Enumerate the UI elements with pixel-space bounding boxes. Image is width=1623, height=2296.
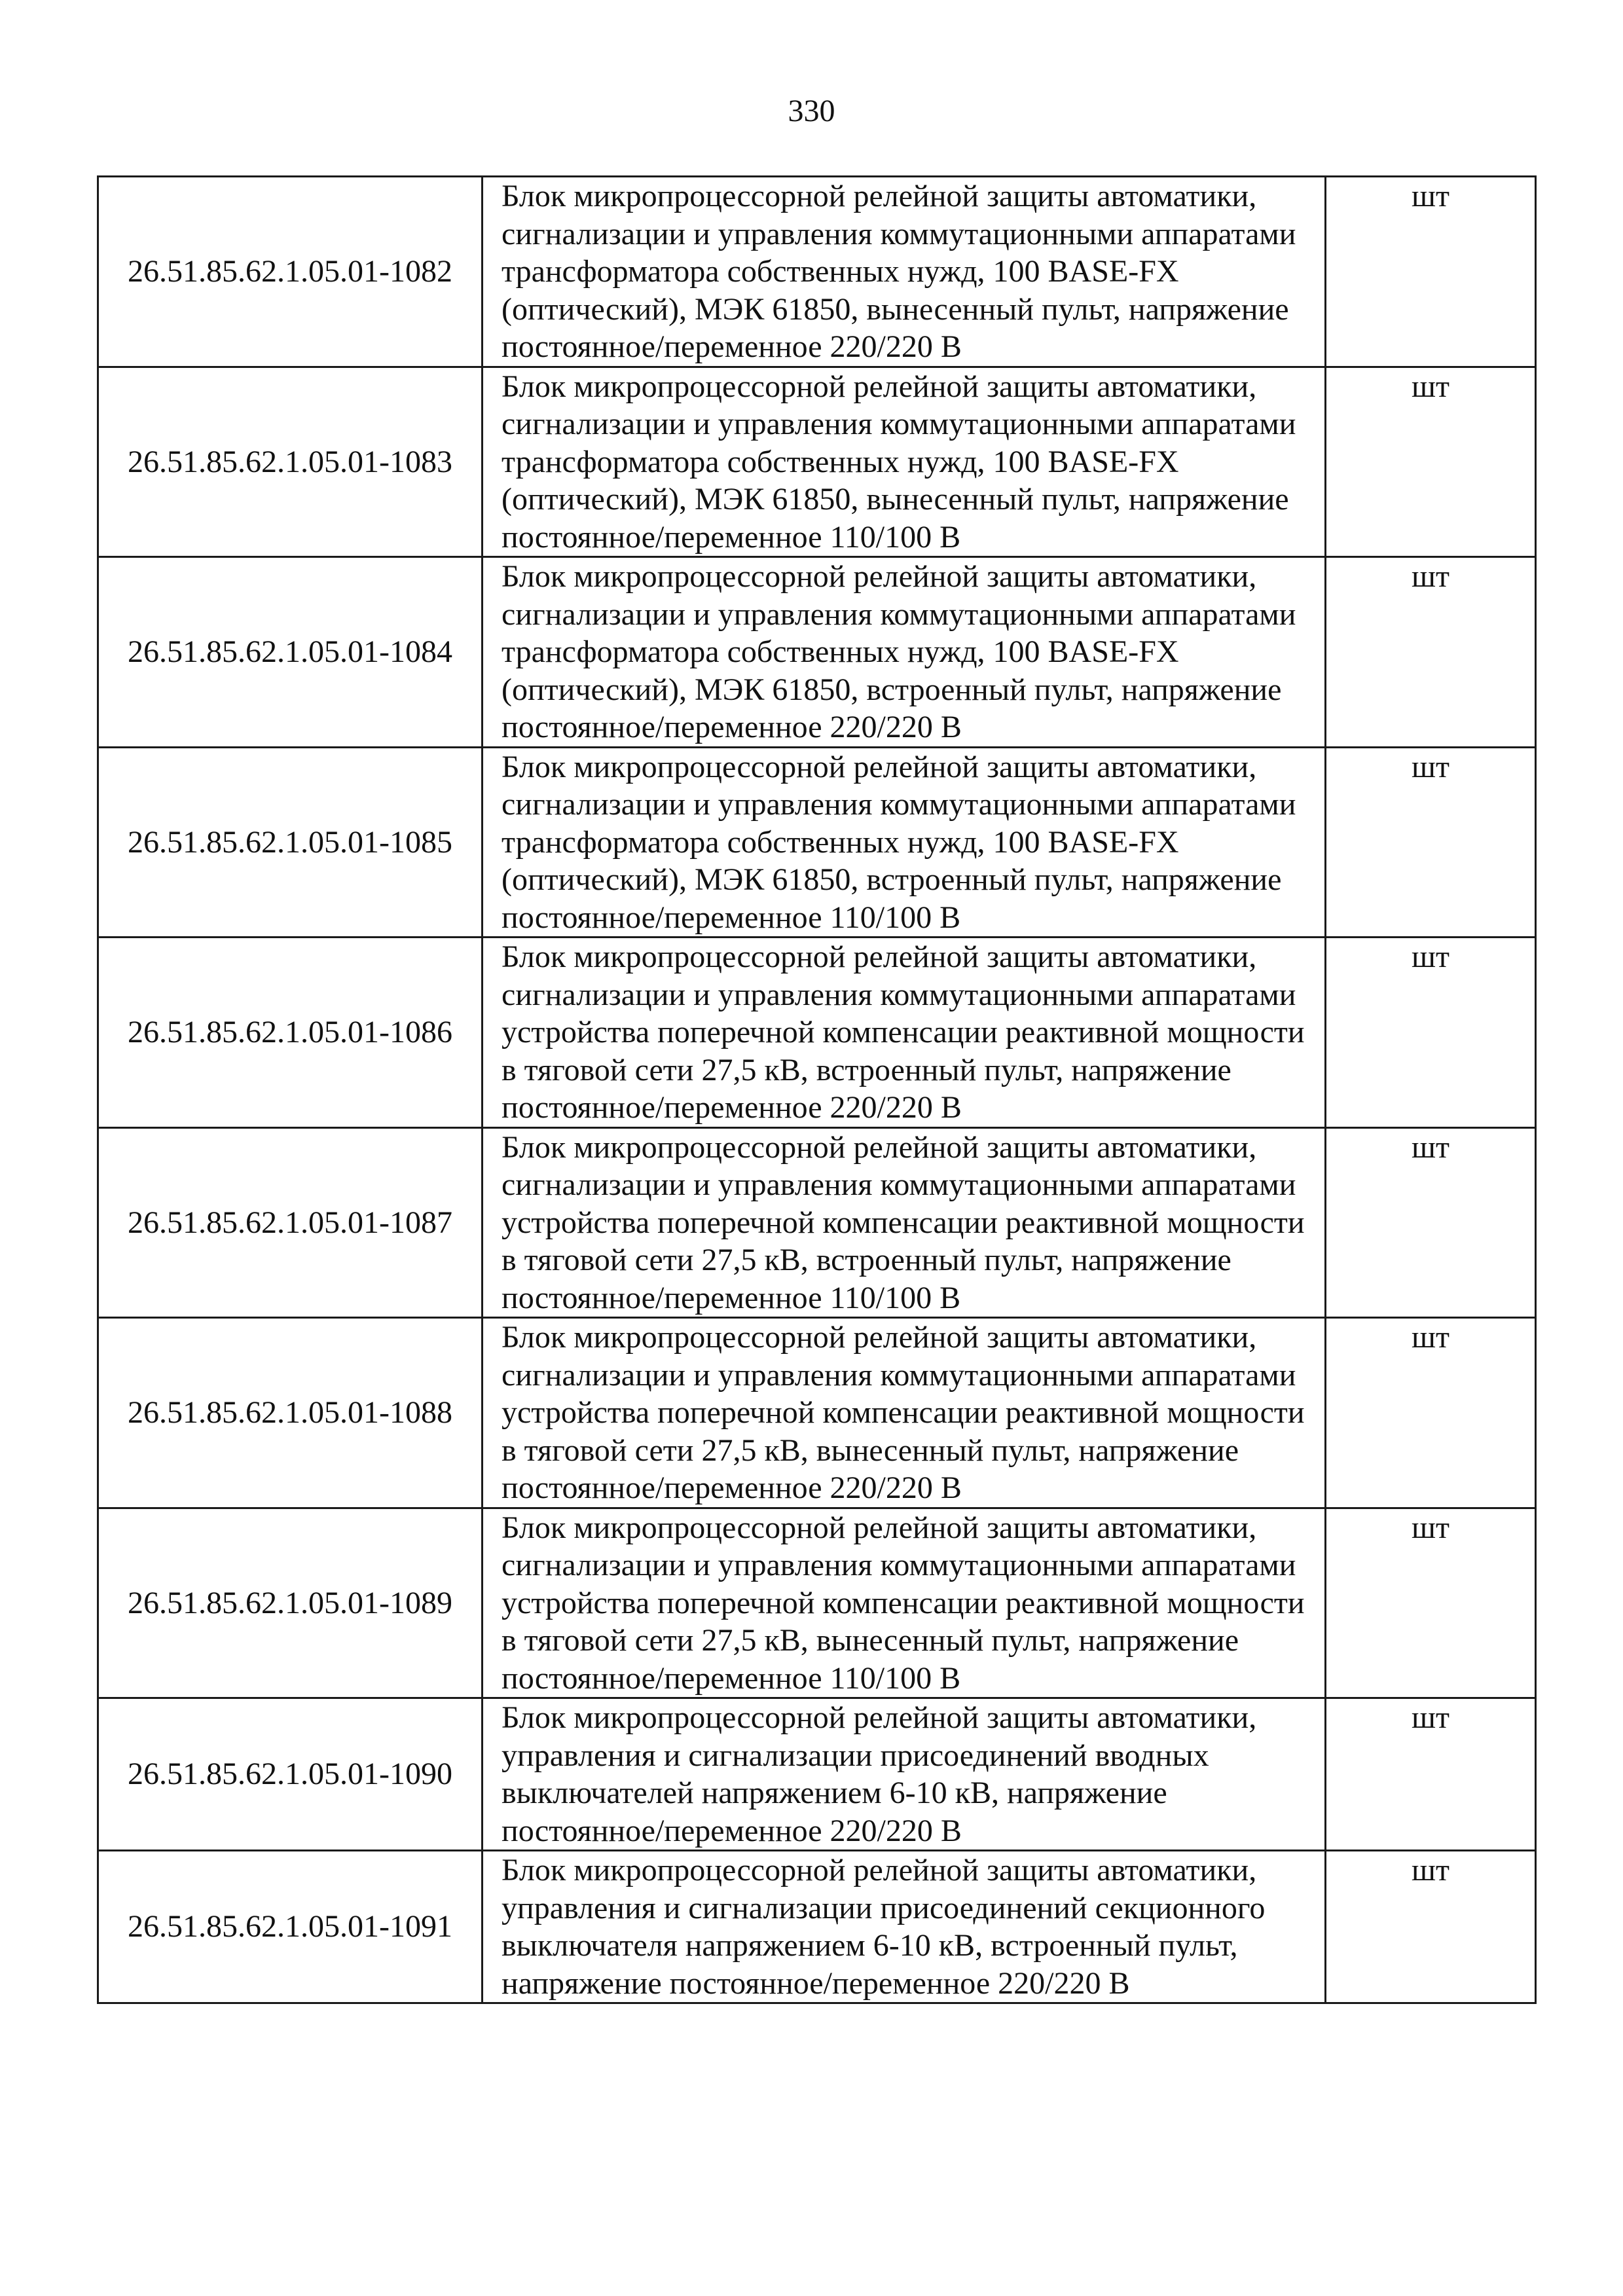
table-row: [98, 557, 1536, 748]
item-unit: шт: [1326, 557, 1536, 748]
items-table: [97, 175, 1537, 2004]
table-row: [98, 1318, 1536, 1508]
page-number: 330: [788, 94, 835, 128]
table-row: [98, 1851, 1536, 2003]
item-description: Блок микропроцессорной релейной защиты автоматики, сигнализации и управления коммутационными аппаратами устройства поперечной компенсации реактивной мощности в тяговой сети 27,5 кВ, встроенный пульт, напряжение постоянное/переменное 220/220 В: [483, 938, 1326, 1128]
item-code: 26.51.85.62.1.05.01-1087: [98, 1127, 483, 1318]
item-code: 26.51.85.62.1.05.01-1086: [98, 938, 483, 1128]
table-row: [98, 1508, 1536, 1698]
item-code: 26.51.85.62.1.05.01-1088: [98, 1318, 483, 1508]
item-unit: шт: [1326, 938, 1536, 1128]
item-description: Блок микропроцессорной релейной защиты автоматики, сигнализации и управления коммутационными аппаратами устройства поперечной компенсации реактивной мощности в тяговой сети 27,5 кВ, встроенный пульт, напряжение постоянное/переменное 110/100 В: [483, 1127, 1326, 1318]
item-unit: шт: [1326, 747, 1536, 938]
table-row: [98, 177, 1536, 367]
item-description: Блок микропроцессорной релейной защиты автоматики, сигнализации и управления коммутационными аппаратами устройства поперечной компенсации реактивной мощности в тяговой сети 27,5 кВ, вынесенный пульт, напряжение постоянное/переменное 110/100 В: [483, 1508, 1326, 1698]
item-unit: шт: [1326, 367, 1536, 557]
item-code: 26.51.85.62.1.05.01-1090: [98, 1698, 483, 1851]
table-row: [98, 367, 1536, 557]
item-description: Блок микропроцессорной релейной защиты автоматики, сигнализации и управления коммутационными аппаратами устройства поперечной компенсации реактивной мощности в тяговой сети 27,5 кВ, вынесенный пульт, напряжение постоянное/переменное 220/220 В: [483, 1318, 1326, 1508]
item-unit: шт: [1326, 1508, 1536, 1698]
item-description: Блок микропроцессорной релейной защиты автоматики, сигнализации и управления коммутационными аппаратами трансформатора собственных нужд, 100 BASE-FX (оптический), МЭК 61850, встроенный пульт, напряжение постоянное/переменное 110/100 В: [483, 747, 1326, 938]
item-description: Блок микропроцессорной релейной защиты автоматики, управления и сигнализации присоединений секционного выключателя напряжением 6-10 кВ, встроенный пульт, напряжение постоянное/переменное 220/220 В: [483, 1851, 1326, 2003]
item-description: Блок микропроцессорной релейной защиты автоматики, управления и сигнализации присоединений вводных выключателей напряжением 6-10 кВ, напряжение постоянное/переменное 220/220 В: [483, 1698, 1326, 1851]
item-code: 26.51.85.62.1.05.01-1083: [98, 367, 483, 557]
item-code: 26.51.85.62.1.05.01-1089: [98, 1508, 483, 1698]
item-description: Блок микропроцессорной релейной защиты автоматики, сигнализации и управления коммутационными аппаратами трансформатора собственных нужд, 100 BASE-FX (оптический), МЭК 61850, встроенный пульт, напряжение постоянное/переменное 220/220 В: [483, 557, 1326, 748]
item-unit: шт: [1326, 1127, 1536, 1318]
item-description: Блок микропроцессорной релейной защиты автоматики, сигнализации и управления коммутационными аппаратами трансформатора собственных нужд, 100 BASE-FX (оптический), МЭК 61850, вынесенный пульт, напряжение постоянное/переменное 110/100 В: [483, 367, 1326, 557]
item-unit: шт: [1326, 1698, 1536, 1851]
table-row: [98, 938, 1536, 1128]
item-unit: шт: [1326, 1851, 1536, 2003]
item-description: Блок микропроцессорной релейной защиты автоматики, сигнализации и управления коммутационными аппаратами трансформатора собственных нужд, 100 BASE-FX (оптический), МЭК 61850, вынесенный пульт, напряжение постоянное/переменное 220/220 В: [483, 177, 1326, 367]
item-unit: шт: [1326, 177, 1536, 367]
item-code: 26.51.85.62.1.05.01-1082: [98, 177, 483, 367]
item-code: 26.51.85.62.1.05.01-1091: [98, 1851, 483, 2003]
table-row: [98, 1127, 1536, 1318]
item-code: 26.51.85.62.1.05.01-1084: [98, 557, 483, 748]
item-unit: шт: [1326, 1318, 1536, 1508]
table-row: [98, 747, 1536, 938]
item-code: 26.51.85.62.1.05.01-1085: [98, 747, 483, 938]
table-row: [98, 1698, 1536, 1851]
